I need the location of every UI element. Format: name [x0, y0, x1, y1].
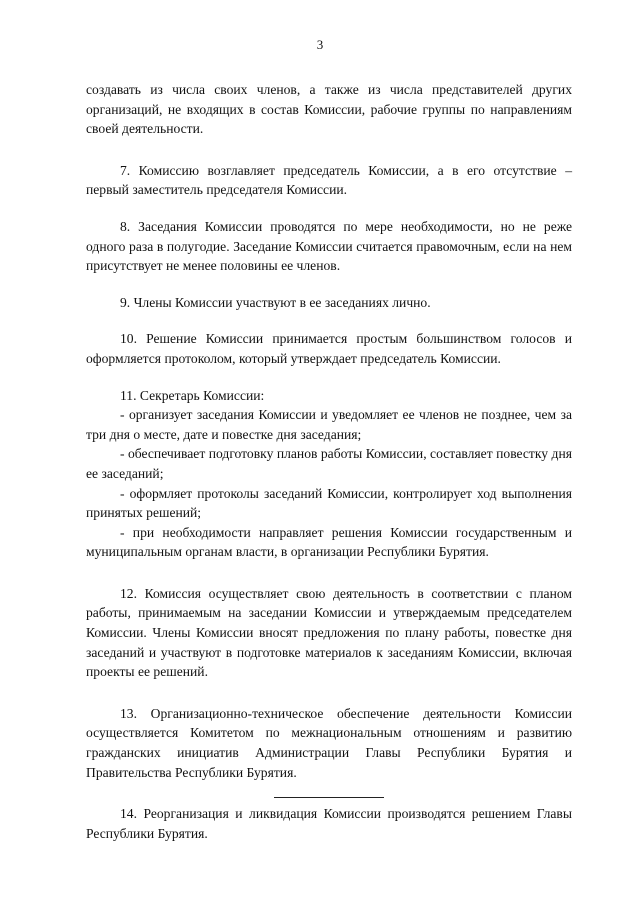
paragraph-11-item: - оформляет протоколы заседаний Комиссии, контролирует ход выполнения принятых решений; — [86, 485, 572, 521]
paragraph-11-item: - обеспечивает подготовку планов работы Комиссии, составляет повестку дня ее заседаний; — [86, 446, 572, 481]
paragraph-12: 12. Комиссия осуществляет свою деятельность в соответствии с планом работы, принимаемым на заседании Комиссии и утверждаемым председателем Комиссии. Члены Комиссии вносят предложения по плану работы, повестке дня заседаний и участвуют в подготовке материалов к заседаниям Комиссии, включая проекты ее решений. — [86, 585, 572, 680]
document-body — [86, 80, 572, 843]
paragraph-14: 14. Реорганизация и ликвидация Комиссии производятся решением Главы Республики Бурятия. — [86, 806, 572, 841]
page-number: 3 — [316, 37, 324, 52]
paragraph-7: 7. Комиссию возглавляет председатель Комиссии, а в его отсутствие – первый заместитель председателя Комиссии. — [86, 162, 572, 198]
paragraph-intro-continuation: создавать из числа своих членов, а также из числа представителей других организаций, не входящих в состав Комиссии, рабочие группы по направлениям своей деятельности. — [86, 82, 572, 137]
paragraph-13: 13. Организационно-техническое обеспечение деятельности Комиссии осуществляется Комитетом по межнациональным отношениям и развитию гражданских инициатив Администрации Главы Республики Бурятия и Правительства Республики Бурятия. — [86, 705, 572, 780]
paragraph-11-item: - организует заседания Комиссии и уведомляет ее членов не позднее, чем за три дня о месте, дате и повестке дня заседания; — [86, 407, 572, 442]
paragraph-11-item: - при необходимости направляет решения Комиссии государственным и муниципальным органам власти, в организации Республики Бурятия. — [86, 524, 572, 560]
paragraph-10: 10. Решение Комиссии принимается простым большинством голосов и оформляется протоколом, который утверждает председатель Комиссии. — [86, 331, 572, 366]
paragraph-8: 8. Заседания Комиссии проводятся по мере необходимости, но не реже одного раза в полугодие. Заседание Комиссии считается правомочным, если на нем присутствует не менее половины ее членов. — [86, 218, 572, 274]
paragraph-11-heading: 11. Секретарь Комиссии: — [120, 387, 265, 403]
end-of-document-rule — [274, 797, 384, 798]
paragraph-9: 9. Члены Комиссии участвуют в ее заседаниях лично. — [120, 294, 431, 310]
